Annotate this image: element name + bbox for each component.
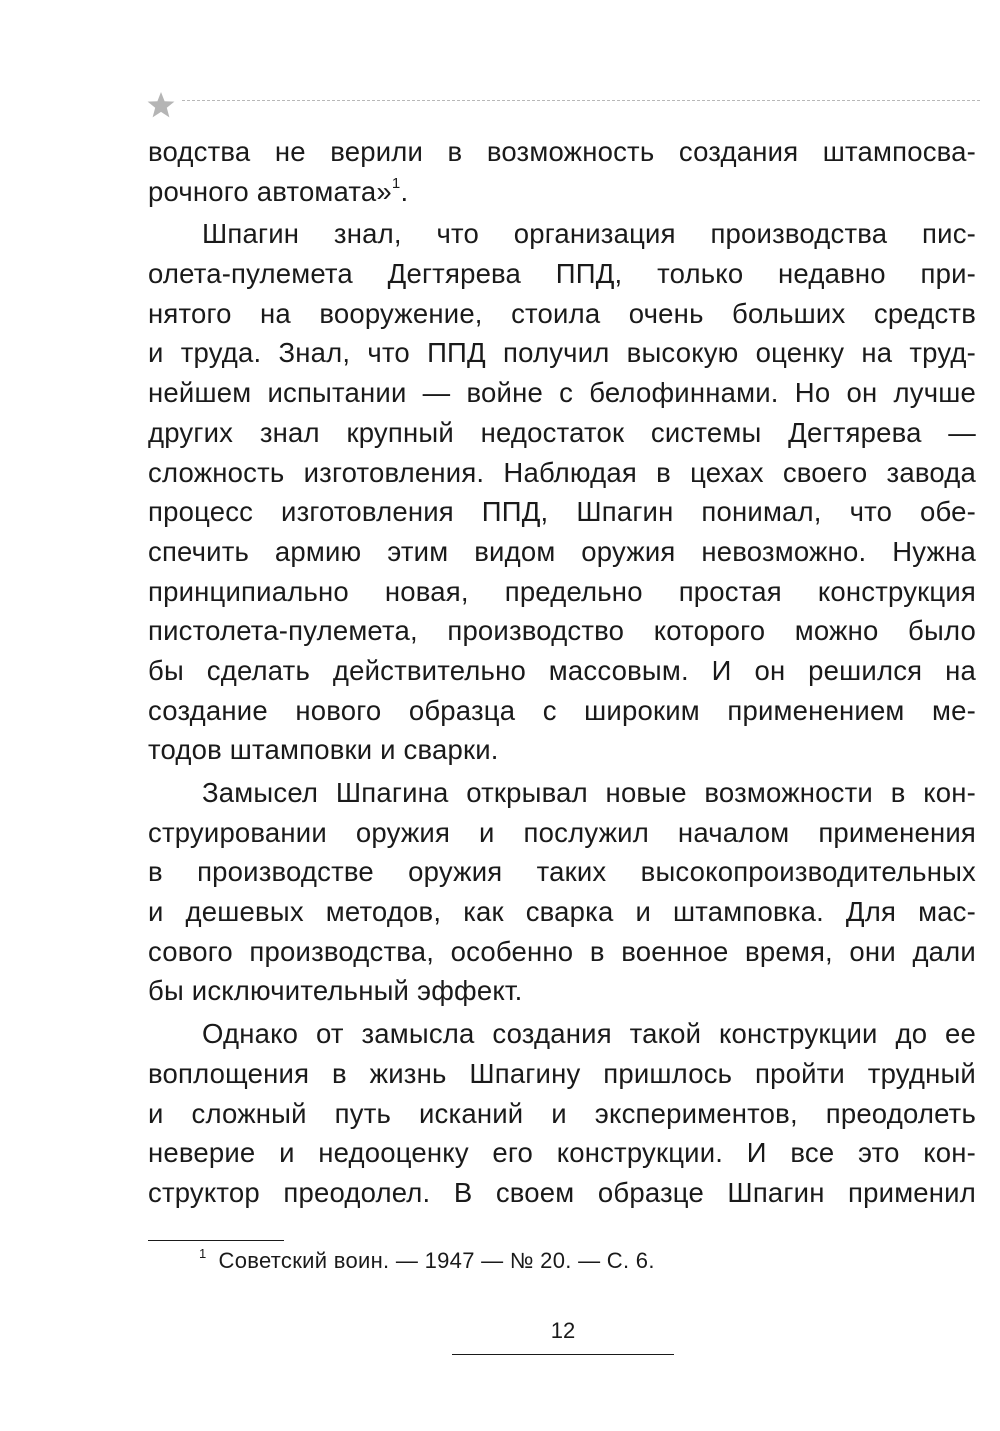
text-line: структор преодолел. В своем образце Шпагин применил bbox=[148, 1176, 976, 1208]
text-line: сового производства, особенно в военное время, они дали bbox=[148, 935, 976, 967]
text-line: тодов штамповки и сварки. bbox=[148, 734, 499, 766]
text-line: водства не верили в возможность создания штампосва- bbox=[148, 136, 976, 167]
page-number-underline bbox=[452, 1354, 674, 1355]
header-divider bbox=[182, 100, 980, 101]
text-line: бы исключительный эффект. bbox=[148, 975, 523, 1007]
text-line: процесс изготовления ППД, Шпагин понимал, что обе- bbox=[148, 496, 976, 528]
text-line: и дешевых методов, как сварка и штамповка. Для мас- bbox=[148, 896, 976, 928]
text-line: пистолета-пулемета, производство которого можно было bbox=[148, 615, 976, 647]
star-icon bbox=[146, 90, 176, 120]
text-fragment: рочного автомата» bbox=[148, 175, 392, 207]
footnote-divider bbox=[148, 1240, 284, 1241]
footnote-text: Советский воин. — 1947 — № 20. — С. 6. bbox=[218, 1248, 655, 1273]
text-line: Шпагин знал, что организация производства пис- bbox=[202, 218, 976, 250]
text-line bbox=[148, 172, 976, 212]
text-line: олета-пулемета Дегтярева ППД, только недавно при- bbox=[148, 258, 976, 290]
text-line: нятого на вооружение, стоила очень больших средств bbox=[148, 297, 976, 329]
text-line: неверие и недооценку его конструкции. И все это кон- bbox=[148, 1137, 976, 1169]
text-line: других знал крупный недостаток системы Дегтярева — bbox=[148, 416, 976, 448]
text-line: и труда. Знал, что ППД получил высокую оценку на труд- bbox=[148, 337, 976, 369]
text-line: нейшем испытании — войне с белофиннами. Но он лучше bbox=[148, 377, 976, 409]
footnote bbox=[199, 1246, 655, 1276]
footnote-marker: 1 bbox=[199, 1246, 207, 1261]
text-line: струировании оружия и послужил началом применения bbox=[148, 816, 976, 848]
text-line: в производстве оружия таких высокопроизводительных bbox=[148, 856, 976, 888]
text-line: спечить армию этим видом оружия невозможно. Нужна bbox=[148, 535, 976, 567]
text-line: сложность изготовления. Наблюдая в цехах своего завода bbox=[148, 456, 976, 488]
text-line: бы сделать действительно массовым. И он решился на bbox=[148, 654, 976, 686]
text-line: Замысел Шпагина открывал новые возможности в кон- bbox=[202, 777, 976, 808]
body-text bbox=[148, 132, 976, 1213]
text-line: и сложный путь исканий и экспериментов, преодолеть bbox=[148, 1097, 976, 1129]
text-line: Однако от замысла создания такой конструкции до ее bbox=[202, 1018, 976, 1050]
text-line: принципиально новая, предельно простая конструкция bbox=[148, 575, 976, 607]
text-fragment: . bbox=[400, 175, 409, 207]
text-line: воплощения в жизнь Шпагину пришлось пройти трудный bbox=[148, 1057, 976, 1089]
text-line: создание нового образца с широким применением ме- bbox=[148, 694, 976, 726]
page-number: 12 bbox=[550, 1318, 576, 1343]
footnote-reference: 1 bbox=[391, 174, 401, 192]
